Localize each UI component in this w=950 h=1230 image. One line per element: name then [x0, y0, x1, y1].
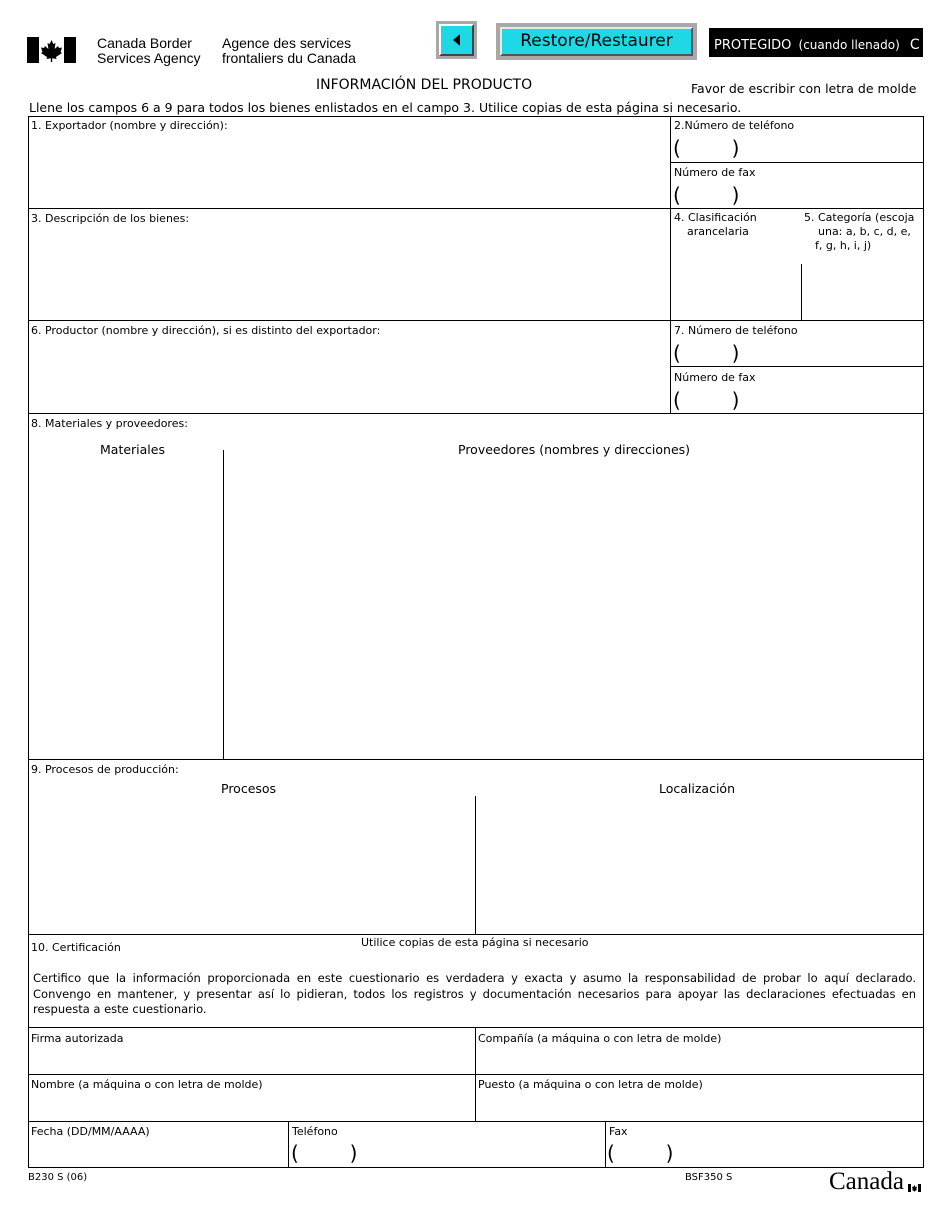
agency-name-en [97, 36, 201, 66]
restore-button[interactable] [496, 23, 697, 60]
agency-name-fr [222, 36, 356, 66]
canada-wordmark [829, 1168, 904, 1196]
canada-flag-logo [27, 37, 76, 63]
field-5-line3: f, g, h, i, j) [815, 239, 872, 252]
instructions: Llene los campos 6 a 9 para todos los bienes enlistados en el campo 3. Utilice copias de esta página si necesario. [29, 100, 742, 115]
protected-label: PROTEGIDO [714, 38, 792, 53]
signature-label: Firma autorizada [31, 1032, 124, 1045]
canada-wordmark-text: Canada [829, 1168, 904, 1195]
form-number: B230 S (06) [28, 1172, 88, 1183]
field-9-label: 9. Procesos de producción: [31, 763, 179, 776]
protected-note: (cuando llenado) [798, 38, 900, 52]
location-field[interactable] [476, 797, 923, 934]
field-3-label: 3. Descripción de los bienes: [31, 212, 190, 225]
restore-button-label: Restore/Restaurer [500, 27, 693, 56]
materials-field[interactable] [29, 460, 223, 759]
protected-badge [709, 28, 923, 57]
fax-label: Fax [609, 1125, 628, 1138]
exporter-fax-label: Número de fax [674, 166, 756, 179]
suppliers-header: Proveedores (nombres y direcciones) [458, 442, 691, 457]
materials-header: Materiales [100, 442, 165, 457]
position-label: Puesto (a máquina o con letra de molde) [478, 1078, 703, 1091]
field-6-label: 6. Productor (nombre y dirección), si es distinto del exportador: [31, 324, 381, 337]
producer-phone-parens: ( ) [673, 341, 740, 365]
date-label: Fecha (DD/MM/AAAA) [31, 1125, 150, 1138]
phone-label: Teléfono [292, 1125, 338, 1138]
page-title: INFORMACIÓN DEL PRODUCTO [316, 77, 533, 93]
field-1-label: 1. Exportador (nombre y dirección): [31, 119, 228, 132]
processes-header: Procesos [221, 781, 277, 796]
protected-letter: C [909, 37, 920, 53]
print-note: Favor de escribir con letra de molde [691, 81, 917, 96]
fax-parens: ( ) [607, 1141, 674, 1165]
field-8-label: 8. Materiales y proveedores: [31, 417, 188, 430]
agency-name-fr-line1: Agence des services [222, 35, 352, 51]
field-4-line2: arancelaria [687, 225, 749, 238]
location-header: Localización [659, 781, 736, 796]
agency-name-en-line2: Services Agency [97, 50, 201, 66]
certification-text: Certifico que la información proporcionada en este cuestionario es verdadera y exacta y asumo la responsabilidad de probar lo aquí declarado. Convengo en mantener, y presentar así lo pidieran, todos los registros y documentación necesarios para apoyar las declaraciones efectuadas en respuesta a este cuestionario. [33, 971, 916, 1016]
field-4-label [674, 211, 757, 239]
form-code: BSF350 S [685, 1172, 733, 1183]
suppliers-field[interactable] [224, 460, 923, 759]
back-button[interactable] [436, 21, 477, 59]
field-5-line1: 5. Categoría (escoja [804, 211, 915, 224]
producer-fax-label: Número de fax [674, 371, 756, 384]
field-10-label: 10. Certificación [31, 941, 121, 954]
agency-name-fr-line2: frontaliers du Canada [222, 50, 356, 66]
wordmark-flag-icon [908, 1171, 921, 1199]
field-4-line1: 4. Clasificación [674, 211, 757, 224]
agency-name-en-line1: Canada Border [97, 35, 192, 51]
phone-parens: ( ) [291, 1141, 358, 1165]
left-arrow-icon [452, 31, 462, 50]
exporter-fax-parens: ( ) [673, 183, 740, 207]
exporter-phone-parens: ( ) [673, 136, 740, 160]
company-label: Compañía (a máquina o con letra de molde) [478, 1032, 722, 1045]
field-5-line2: una: a, b, c, d, e, [818, 225, 911, 238]
field-2-label: 2.Número de teléfono [674, 119, 795, 132]
name-label: Nombre (a máquina o con letra de molde) [31, 1078, 263, 1091]
field-7-label: 7. Número de teléfono [674, 324, 798, 337]
producer-fax-parens: ( ) [673, 388, 740, 412]
processes-field[interactable] [29, 797, 475, 934]
copies-note: Utilice copias de esta página si necesario [361, 936, 589, 949]
field-5-label [804, 211, 914, 253]
